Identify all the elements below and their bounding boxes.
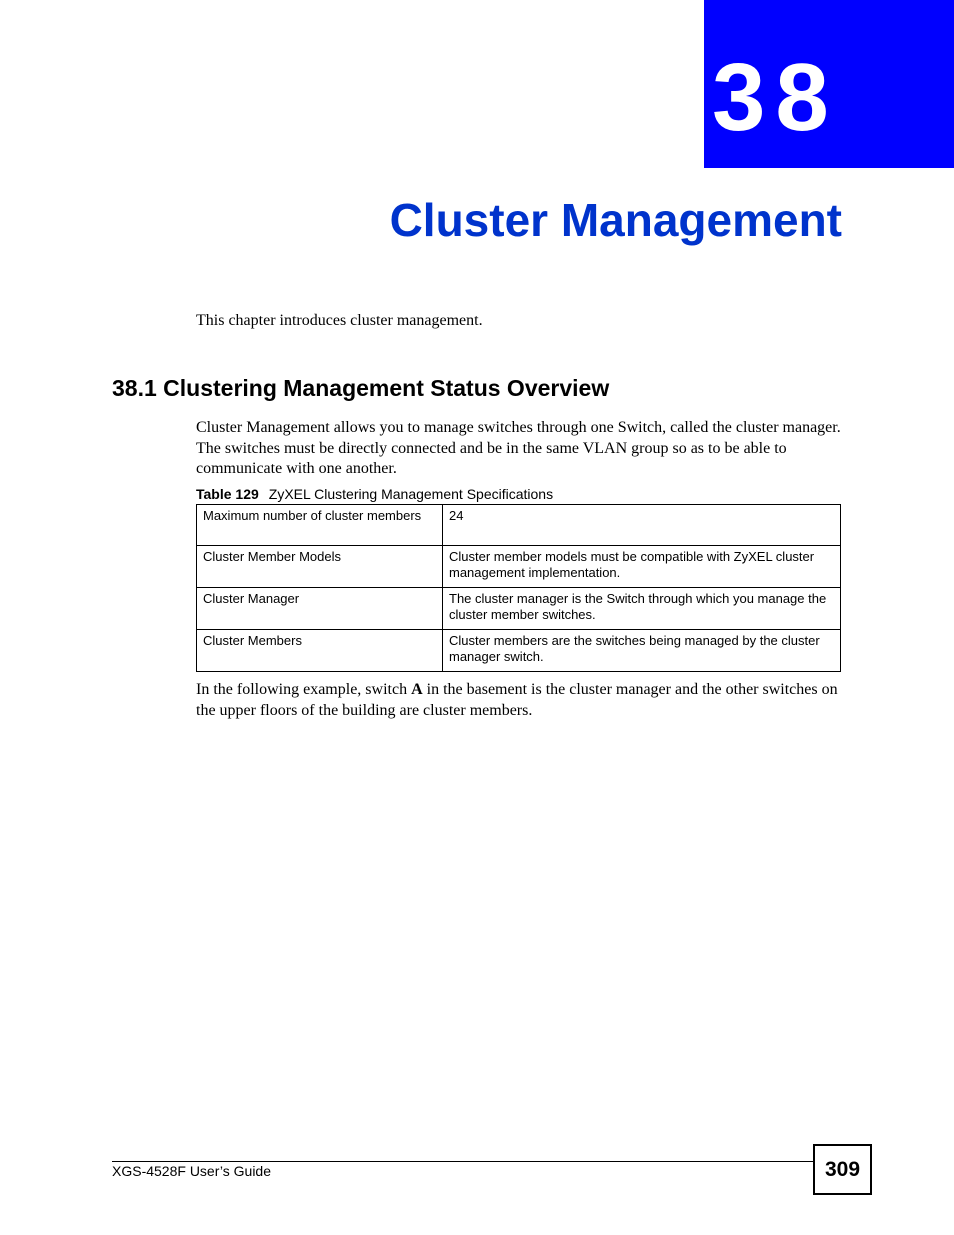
table-cell-value: 24	[443, 505, 841, 546]
table-row	[197, 505, 841, 546]
table-caption	[196, 484, 553, 504]
table-cell-value: Cluster members are the switches being managed by the cluster manager switch.	[443, 630, 841, 672]
table-cell-label: Cluster Members	[197, 630, 443, 672]
example-paragraph	[196, 680, 846, 721]
page-number: 309	[813, 1144, 872, 1195]
section-heading: 38.1 Clustering Management Status Overview	[112, 375, 610, 401]
example-text-before: In the following example, switch	[196, 681, 412, 698]
table-caption-number: Table 129	[196, 486, 259, 502]
table-row	[197, 588, 841, 630]
table-caption-title: ZyXEL Clustering Management Specifications	[268, 486, 554, 502]
chapter-intro: This chapter introduces cluster management.	[196, 312, 483, 329]
chapter-number: 38	[712, 44, 839, 151]
table-row	[197, 546, 841, 588]
table-row	[197, 630, 841, 672]
footer-guide-title: XGS-4528F User’s Guide	[112, 1163, 271, 1179]
example-switch-name: A	[411, 681, 423, 698]
table-cell-label: Cluster Member Models	[197, 546, 443, 588]
table-cell-label: Cluster Manager	[197, 588, 443, 630]
table-cell-value: Cluster member models must be compatible with ZyXEL cluster management implementation.	[443, 546, 841, 588]
specifications-table	[196, 504, 841, 672]
chapter-title: Cluster Management	[389, 194, 842, 246]
example-text-after: in the basement is the cluster manager and the other switches on the upper floors of the building are cluster members.	[196, 681, 838, 719]
table-cell-value: The cluster manager is the Switch through which you manage the cluster member switches.	[443, 588, 841, 630]
section-body: Cluster Management allows you to manage switches through one Switch, called the cluster manager. The switches must be directly connected and be in the same VLAN group so as to be able to communicate with one another.	[196, 419, 841, 477]
table-cell-label: Maximum number of cluster members	[197, 505, 443, 546]
